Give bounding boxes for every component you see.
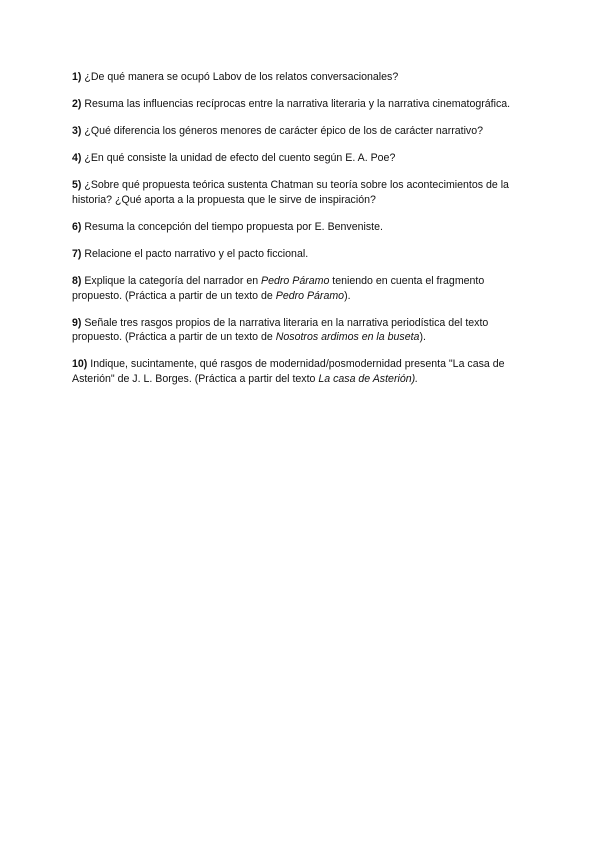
question-text: ¿Sobre qué propuesta teórica sustenta Chatman su teoría sobre los acontecimientos de la historia? ¿Qué aporta a la propuesta que le sirve de inspiración? [72, 179, 509, 206]
question-text: ¿Qué diferencia los géneros menores de carácter épico de los de carácter narrativo? [81, 125, 484, 138]
question-7 [72, 247, 532, 262]
question-list [72, 70, 532, 399]
question-text: ). [344, 289, 351, 302]
work-title: Pedro Páramo [275, 289, 345, 302]
question-8 [72, 274, 532, 303]
question-6 [72, 220, 532, 235]
question-number: 4) [72, 152, 82, 165]
question-text: teniendo en cuenta el fragmento propuesto. (Práctica a partir de un texto de [72, 275, 485, 302]
question-number: 7) [72, 248, 82, 261]
question-4 [72, 151, 532, 166]
question-text: Señale tres rasgos propios de la narrativa literaria en la narrativa periodística del texto propuesto. (Práctica a partir de un texto de [72, 316, 489, 344]
question-text: ¿De qué manera se ocupó Labov de los relatos conversacionales? [81, 71, 399, 83]
question-text: Explique la categoría del narrador en [81, 275, 262, 288]
question-number: 1) [72, 71, 82, 83]
work-title: La casa de Asterión). [318, 372, 419, 385]
question-number: 10) [72, 358, 88, 371]
question-text: ¿En qué consiste la unidad de efecto del cuento según E. A. Poe? [81, 152, 396, 165]
question-10 [72, 357, 532, 386]
question-number: 6) [72, 220, 82, 233]
question-1 [72, 70, 532, 85]
question-text: Resuma las influencias recíprocas entre la narrativa literaria y la narrativa cinematográfica. [81, 98, 511, 111]
question-text: Resuma la concepción del tiempo propuesta por E. Benveniste. [81, 220, 383, 233]
question-text: Relacione el pacto narrativo y el pacto ficcional. [81, 248, 309, 261]
question-number: 9) [72, 316, 82, 329]
question-number: 5) [72, 179, 82, 192]
question-number: 3) [72, 125, 82, 138]
work-title: Nosotros ardimos en la buseta [275, 331, 420, 344]
question-number: 8) [72, 275, 82, 288]
question-5 [72, 178, 532, 207]
question-text: Indique, sucintamente, qué rasgos de modernidad/posmodernidad presenta "La casa de Asterión" de J. L. Borges. (Práctica a partir del texto [72, 358, 505, 385]
question-3 [72, 124, 532, 139]
work-title: Pedro Páramo [261, 275, 330, 288]
question-2 [72, 97, 532, 112]
question-9 [72, 316, 532, 345]
question-number: 2) [72, 98, 82, 111]
question-text: ). [419, 331, 426, 344]
